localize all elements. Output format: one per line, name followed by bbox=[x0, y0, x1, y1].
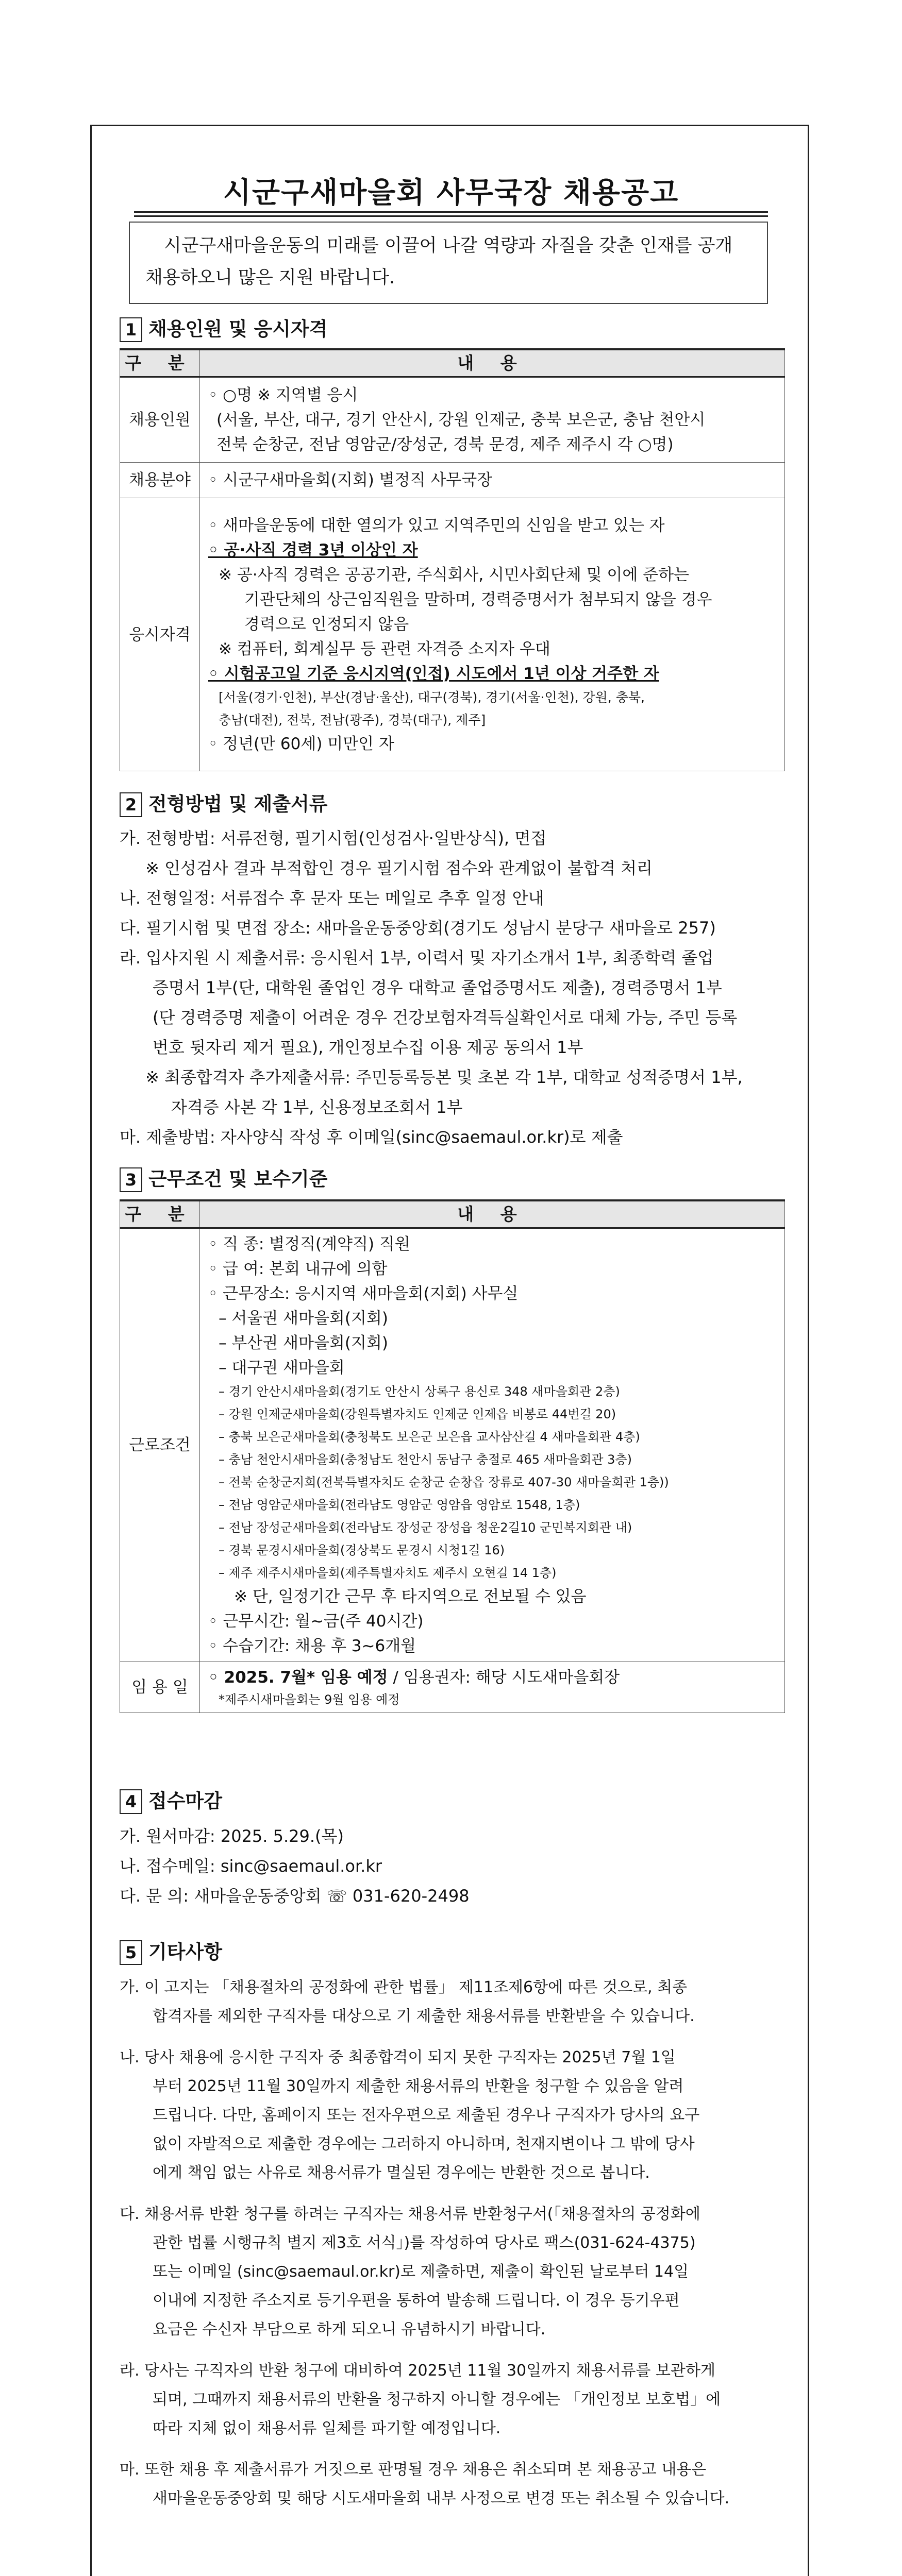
table-work-conditions bbox=[120, 1199, 785, 1713]
text-line: (서울, 부산, 대구, 경기 안산시, 강원 인제군, 충북 보은군, 충남 천안시 bbox=[216, 411, 706, 429]
list-item bbox=[120, 2357, 790, 2443]
table-row bbox=[120, 498, 785, 771]
section-number: 2 bbox=[120, 792, 142, 817]
text-line: [서울(경기·인천), 부산(경남·울산), 대구(경북), 경기(서울·인천), 강원, 충북, bbox=[219, 689, 645, 705]
text-line: 가. 이 고지는 「채용절차의 공정화에 관한 법률」 제11조제6항에 따른 것으로, 최종 bbox=[120, 1978, 688, 1996]
text-line: – 강원 인제군새마을회(강원특별자치도 인제군 인제읍 비봉로 44번길 20) bbox=[219, 1407, 616, 1421]
list-item bbox=[120, 2200, 790, 2344]
text-line: ◦ 시군구새마을회(지회) 별정직 사무국장 bbox=[208, 471, 493, 489]
table-row bbox=[120, 1662, 785, 1713]
list-item: ※ 최종합격자 추가제출서류: 주민등록등본 및 초본 각 1부, 대학교 성적증명서 1부, bbox=[145, 1067, 743, 1087]
list-item: 가. 전형방법: 서류전형, 필기시험(인성검사·일반상식), 면접 bbox=[120, 828, 547, 848]
title-rule-bottom bbox=[134, 215, 768, 217]
text-line: – 충북 보은군새마을회(충청북도 보은군 보은읍 교사삼산길 4 새마을회관 4층) bbox=[219, 1430, 640, 1444]
table-eligibility bbox=[120, 348, 785, 771]
text-line: 드립니다. 다만, 홈페이지 또는 전자우편으로 제출된 경우나 구직자가 당사의 요구 bbox=[153, 2106, 700, 2124]
table-row bbox=[120, 1228, 785, 1662]
intro-text: 시군구새마을운동의 미래를 이끌어 나갈 역량과 자질을 갖춘 인재를 공개 채용하오니 많은 지원 바랍니다. bbox=[145, 235, 733, 288]
text-line: 따라 지체 없이 채용서류 일체를 파기할 예정입니다. bbox=[153, 2419, 501, 2437]
row-label: 채용인원 bbox=[120, 377, 200, 463]
section-title: 기타사항 bbox=[148, 1941, 222, 1963]
section-title: 전형방법 및 제출서류 bbox=[148, 793, 328, 815]
text-line: – 대구권 새마을회 bbox=[219, 1359, 345, 1377]
section-4-heading bbox=[120, 1785, 222, 1814]
text-line: – 전남 영암군새마을회(전라남도 영암군 영암읍 영암로 1548, 1층) bbox=[219, 1498, 580, 1512]
text-line: – 전북 순창군지회(전북특별자치도 순창군 순창읍 장류로 407-30 새마을회관 1층)) bbox=[219, 1475, 669, 1489]
section-title: 접수마감 bbox=[148, 1790, 222, 1812]
section-title: 근무조건 및 보수기준 bbox=[148, 1168, 328, 1190]
section-number: 4 bbox=[120, 1789, 142, 1814]
appointing-authority: / 임용권자: 해당 시도새마을회장 bbox=[388, 1668, 620, 1687]
selection-method-list bbox=[120, 823, 784, 1152]
text-line: 이내에 지정한 주소지로 등기우편을 통하여 발송해 드립니다. 이 경우 등기우편 bbox=[153, 2292, 680, 2310]
row-content bbox=[200, 1662, 785, 1713]
text-line: ※ 공·사직 경력은 공공기관, 주식회사, 시민사회단체 및 이에 준하는 bbox=[219, 565, 689, 584]
page-title: 시군구새마을회 사무국장 채용공고 bbox=[223, 176, 679, 210]
text-line: – 부산권 새마을회(지회) bbox=[219, 1334, 388, 1352]
section-1-heading bbox=[120, 313, 327, 342]
text-line: 나. 당사 채용에 응시한 구직자 중 최종합격이 되지 못한 구직자는 2025년 7월 1일 bbox=[120, 2048, 676, 2066]
text-line: – 서울권 새마을회(지회) bbox=[219, 1309, 388, 1328]
list-item: (단 경력증명 제출이 어려운 경우 건강보험자격득실확인서로 대체 가능, 주민 등록 bbox=[153, 1008, 738, 1027]
list-item bbox=[120, 2455, 790, 2513]
row-label: 채용분야 bbox=[120, 463, 200, 498]
text-line: 없이 자발적으로 제출한 경우에는 그러하지 아니하며, 천재지변이나 그 밖에 당사 bbox=[153, 2135, 695, 2153]
text-line: ※ 컴퓨터, 회계실무 등 관련 자격증 소지자 우대 bbox=[219, 639, 550, 658]
text-line: 관한 법률 시행규칙 별지 제3호 서식」)를 작성하여 당사로 팩스(031-624-4375) bbox=[153, 2234, 696, 2252]
text-line: ◦ 급 여: 본회 내규에 의함 bbox=[208, 1260, 388, 1278]
text-line: 전북 순창군, 전남 영암군/장성군, 경북 문경, 제주 제주시 각 ○명) bbox=[216, 435, 674, 454]
list-item: 다. 문 의: 새마을운동중앙회 ☏ 031-620-2498 bbox=[120, 1886, 470, 1906]
text-line: 또는 이메일 (sinc@saemaul.or.kr)로 제출하면, 제출이 확인된 날로부터 14일 bbox=[153, 2263, 689, 2281]
header-category: 구 분 bbox=[120, 1200, 200, 1228]
row-content bbox=[200, 498, 785, 771]
row-content bbox=[200, 1228, 785, 1662]
appointment-date: ◦ 2025. 7월* 임용 예정 bbox=[208, 1668, 388, 1687]
text-line: 기관단체의 상근임직원을 말하며, 경력증명서가 첨부되지 않을 경우 bbox=[244, 590, 712, 609]
text-line: – 경북 문경시새마을회(경상북도 문경시 시청1길 16) bbox=[219, 1543, 505, 1557]
appointment-note: *제주시새마을회는 9월 임용 예정 bbox=[219, 1692, 400, 1707]
text-line: – 제주 제주시새마을회(제주특별자치도 제주시 오현길 14 1층) bbox=[219, 1566, 557, 1580]
text-line-emphasis: ◦ 시험공고일 기준 응시지역(인접) 시도에서 1년 이상 거주한 자 bbox=[208, 664, 659, 683]
table-row bbox=[120, 377, 785, 463]
header-content: 내 용 bbox=[200, 1200, 785, 1228]
section-3-heading bbox=[120, 1163, 327, 1192]
row-label: 임 용 일 bbox=[120, 1662, 200, 1713]
list-item bbox=[120, 1973, 790, 2031]
section-number: 1 bbox=[120, 317, 142, 342]
section-title: 채용인원 및 응시자격 bbox=[148, 318, 328, 340]
text-line: 라. 당사는 구직자의 반환 청구에 대비하여 2025년 11월 30일까지 채용서류를 보관하게 bbox=[120, 2362, 715, 2380]
text-line: ◦ 근무시간: 월~금(주 40시간) bbox=[208, 1612, 424, 1631]
text-line: ※ 단, 일정기간 근무 후 타지역으로 전보될 수 있음 bbox=[234, 1587, 587, 1606]
text-line: 마. 또한 채용 후 제출서류가 거짓으로 판명될 경우 채용은 취소되며 본 채용공고 내용은 bbox=[120, 2461, 707, 2479]
list-item: 나. 전형일정: 서류접수 후 문자 또는 메일로 추후 일정 안내 bbox=[120, 888, 544, 908]
row-label: 응시자격 bbox=[120, 498, 200, 771]
table-header bbox=[120, 349, 785, 377]
section-2-heading bbox=[120, 788, 327, 817]
text-line: 다. 채용서류 반환 청구를 하려는 구직자는 채용서류 반환청구서(「채용절차의 공정화에 bbox=[120, 2205, 700, 2223]
list-item: 증명서 1부(단, 대학원 졸업인 경우 대학교 졸업증명서도 제출), 경력증명서 1부 bbox=[153, 978, 722, 997]
list-item: 가. 원서마감: 2025. 5.29.(목) bbox=[120, 1826, 344, 1846]
text-line: – 충남 천안시새마을회(충청남도 천안시 동남구 충절로 465 새마을회관 3층) bbox=[219, 1452, 632, 1467]
text-line: ◦ ○명 ※ 지역별 응시 bbox=[208, 386, 358, 404]
list-item: 번호 뒷자리 제거 필요), 개인정보수집 이용 제공 동의서 1부 bbox=[153, 1038, 583, 1057]
text-line: 새마을운동중앙회 및 해당 시도새마을회 내부 사정으로 변경 또는 취소될 수 있습니다. bbox=[153, 2489, 730, 2507]
intro-box bbox=[129, 222, 768, 304]
text-line-emphasis: ◦ 공·사직 경력 3년 이상인 자 bbox=[208, 540, 418, 560]
deadline-list bbox=[120, 1821, 784, 1911]
header-content: 내 용 bbox=[200, 349, 785, 377]
list-item: 나. 접수메일: sinc@saemaul.or.kr bbox=[120, 1856, 382, 1876]
text-line: 되며, 그때까지 채용서류의 반환을 청구하지 아니할 경우에는 「개인정보 보호법」에 bbox=[153, 2391, 721, 2409]
section-number: 3 bbox=[120, 1167, 142, 1192]
row-label: 근로조건 bbox=[120, 1228, 200, 1662]
section-5-heading bbox=[120, 1936, 222, 1965]
title-rule-top bbox=[134, 211, 768, 213]
text-line: ◦ 직 종: 별정직(계약직) 직원 bbox=[208, 1235, 410, 1253]
text-line: 경력으로 인정되지 않음 bbox=[244, 615, 409, 634]
text-line: 요금은 수신자 부담으로 하게 되오니 유념하시기 바랍니다. bbox=[153, 2320, 546, 2338]
list-item: ※ 인성검사 결과 부적합인 경우 필기시험 점수와 관계없이 불합격 처리 bbox=[145, 858, 653, 878]
text-line: 충남(대전), 전북, 전남(광주), 경북(대구), 제주] bbox=[219, 712, 486, 727]
text-line: ◦ 정년(만 60세) 미만인 자 bbox=[208, 734, 394, 753]
row-content bbox=[200, 377, 785, 463]
table-header bbox=[120, 1200, 785, 1228]
text-line: 부터 2025년 11월 30일까지 제출한 채용서류의 반환을 청구할 수 있음을 알려 bbox=[153, 2077, 684, 2095]
list-item: 자격증 사본 각 1부, 신용정보조회서 1부 bbox=[171, 1097, 463, 1117]
list-item: 다. 필기시험 및 면접 장소: 새마을운동중앙회(경기도 성남시 분당구 새마을로 257) bbox=[120, 918, 716, 938]
text-line: – 전남 장성군새마을회(전라남도 장성군 장성읍 청운2길10 군민복지회관 내) bbox=[219, 1520, 632, 1535]
text-line: ◦ 수습기간: 채용 후 3~6개월 bbox=[208, 1637, 416, 1655]
text-line: ◦ 근무장소: 응시지역 새마을회(지회) 사무실 bbox=[208, 1284, 519, 1303]
section-number: 5 bbox=[120, 1940, 142, 1965]
text-line: ◦ 새마을운동에 대한 열의가 있고 지역주민의 신임을 받고 있는 자 bbox=[208, 516, 665, 535]
text-line: 합격자를 제외한 구직자를 대상으로 기 제출한 채용서류를 반환받을 수 있습니다. bbox=[153, 2007, 695, 2025]
row-content bbox=[200, 463, 785, 498]
list-item: 라. 입사지원 시 제출서류: 응시원서 1부, 이력서 및 자기소개서 1부, 최종학력 졸업 bbox=[120, 948, 714, 968]
list-item: 마. 제출방법: 자사양식 작성 후 이메일(sinc@saemaul.or.kr)로 제출 bbox=[120, 1127, 623, 1147]
text-line: – 경기 안산시새마을회(경기도 안산시 상록구 용신로 348 새마을회관 2층) bbox=[219, 1384, 620, 1399]
header-category: 구 분 bbox=[120, 349, 200, 377]
text-line: 에게 책임 없는 사유로 채용서류가 멸실된 경우에는 반환한 것으로 봅니다. bbox=[153, 2164, 650, 2182]
table-row bbox=[120, 463, 785, 498]
other-notes bbox=[120, 1973, 790, 2526]
list-item bbox=[120, 2043, 790, 2188]
